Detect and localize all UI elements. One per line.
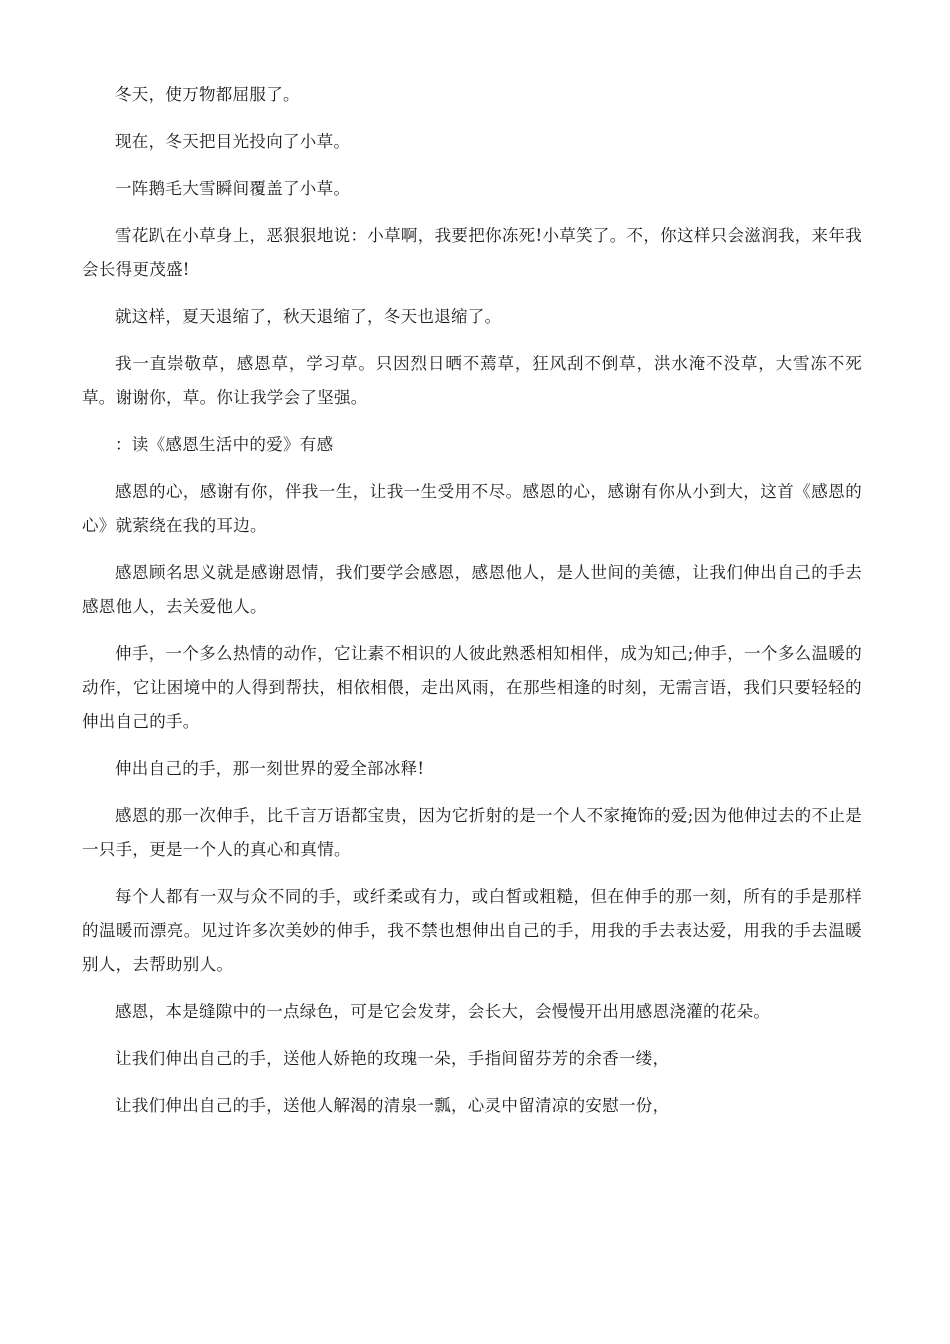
section-heading: ：读《感恩生活中的爱》有感: [115, 435, 334, 454]
paragraph: 冬天，使万物都屈服了。: [115, 85, 300, 104]
paragraph: 伸手，一个多么热情的动作，它让素不相识的人彼此熟悉相知相伴，成为知己;伸手，一个多么温暖的动作，它让困境中的人得到帮扶，相依相偎，走出风雨，在那些相逢的时刻，无需言语，我们只要轻轻的伸出自己的手。: [82, 644, 862, 731]
paragraph: 雪花趴在小草身上，恶狠狠地说：小草啊，我要把你冻死!小草笑了。不，你这样只会滋润我，来年我会长得更茂盛!: [82, 226, 862, 279]
paragraph: 让我们伸出自己的手，送他人娇艳的玫瑰一朵，手指间留芬芳的余香一缕，: [115, 1049, 670, 1068]
paragraph: 一阵鹅毛大雪瞬间覆盖了小草。: [115, 179, 351, 198]
paragraph: 感恩，本是缝隙中的一点绿色，可是它会发芽，会长大，会慢慢开出用感恩浇灌的花朵。: [115, 1002, 771, 1021]
paragraph: 我一直崇敬草，感恩草，学习草。只因烈日晒不蔫草，狂风刮不倒草，洪水淹不没草，大雪冻不死草。谢谢你，草。你让我学会了坚强。: [82, 354, 862, 407]
paragraph: 感恩顾名思义就是感谢恩情，我们要学会感恩，感恩他人，是人世间的美德，让我们伸出自己的手去感恩他人，去关爱他人。: [82, 563, 862, 616]
paragraph: 现在，冬天把目光投向了小草。: [115, 132, 351, 151]
document-body: [82, 78, 862, 1123]
paragraph: 让我们伸出自己的手，送他人解渴的清泉一瓢，心灵中留清凉的安慰一份，: [115, 1096, 670, 1115]
paragraph: 感恩的那一次伸手，比千言万语都宝贵，因为它折射的是一个人不家掩饰的爱;因为他伸过去的不止是一只手，更是一个人的真心和真情。: [82, 806, 862, 859]
paragraph: 就这样，夏天退缩了，秋天退缩了，冬天也退缩了。: [115, 307, 502, 326]
paragraph: 感恩的心，感谢有你，伴我一生，让我一生受用不尽。感恩的心，感谢有你从小到大，这首《感恩的心》就萦绕在我的耳边。: [82, 482, 862, 535]
paragraph: 每个人都有一双与众不同的手，或纤柔或有力，或白皙或粗糙，但在伸手的那一刻，所有的手是那样的温暖而漂亮。见过许多次美妙的伸手，我不禁也想伸出自己的手，用我的手去表达爱，用我的手去温暖别人，去帮助别人。: [82, 887, 862, 974]
paragraph: 伸出自己的手，那一刻世界的爱全部冰释!: [115, 759, 425, 778]
